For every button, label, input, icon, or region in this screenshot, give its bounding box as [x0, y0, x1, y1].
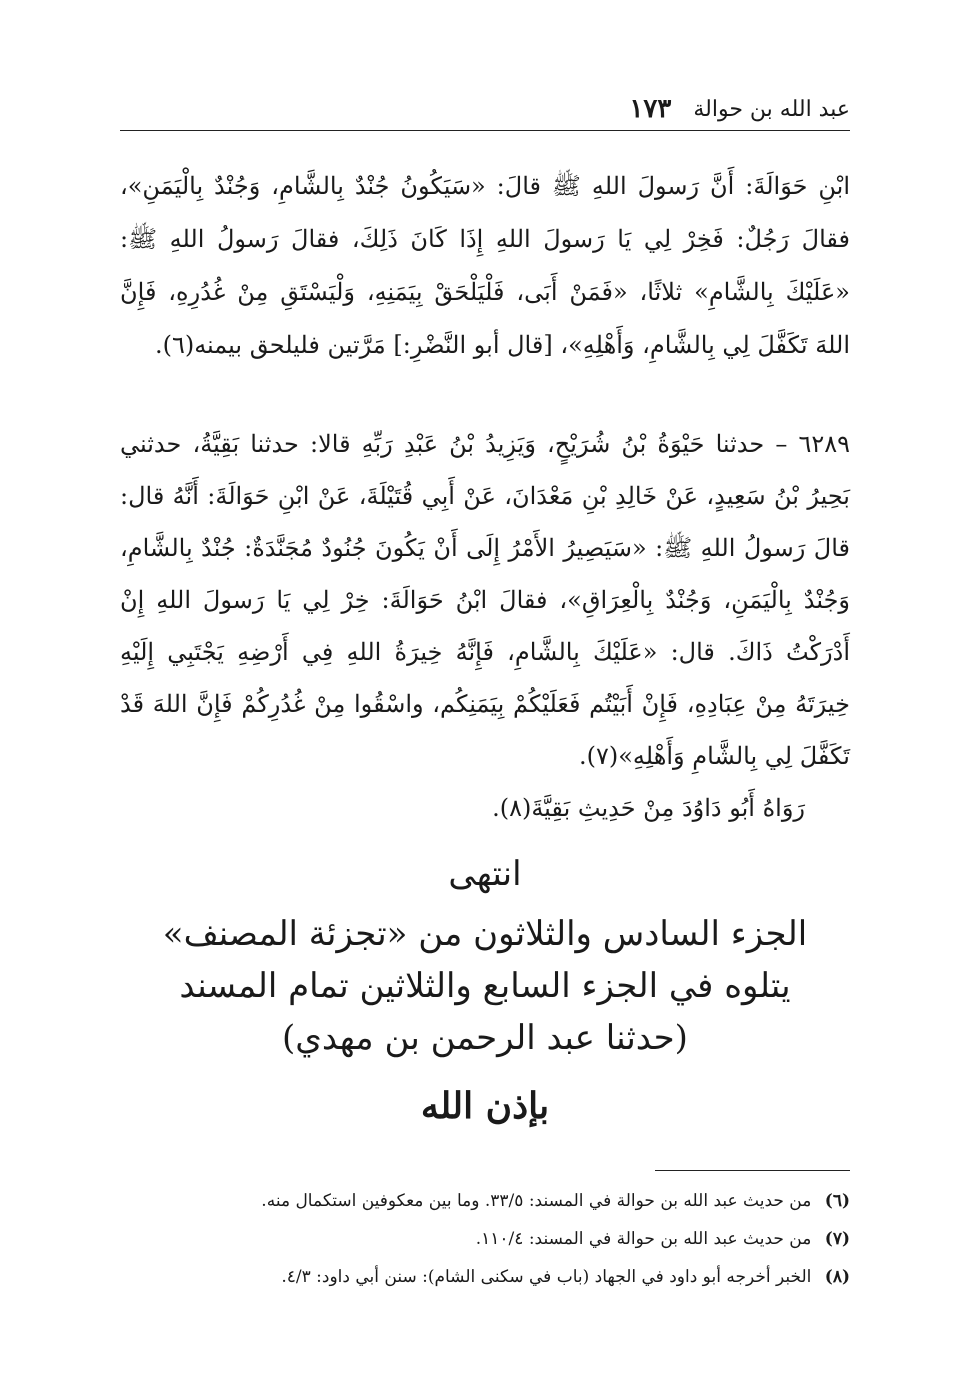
colophon: [120, 846, 850, 1136]
page-number: ١٧٣: [629, 94, 672, 124]
colophon-line-1: الجزء السادس والثلاثون من «تجزئة المصنف»: [162, 914, 808, 954]
colophon-blessing: بإذن الله: [420, 1085, 550, 1127]
footnote-number: (٧): [824, 1229, 850, 1249]
page-header: [120, 86, 850, 131]
hadith-paragraph-1: ابْنِ حَوَالَةَ: أَنَّ رَسولَ اللهِ ﷺ قالَ: «سَيَكُونُ جُنْدٌ بِالشَّامِ، وَجُنْدٌ بِالْيَمَنِ»، فقالَ رَجُلٌ: فَخِرْ لِي يَا رَسولَ اللهِ إِذَا كَانَ ذَلِكَ، فقالَ رَسولُ اللهِ ﷺ: «عَلَيْكَ بِالشَّامِ» ثلاثًا، «فَمَنْ أَبَى، فَلْيَلْحَقْ بِيَمَنِهِ، وَلْيَسْتَقِ مِنْ غُدُرِهِ، فَإِنَّ اللهَ تَكَفَّلَ لِي بِالشَّامِ، وَأَهْلِهِ»، [قال أبو النَّضْرِ:] مَرَّتين فليلحق بيمنه(٦).: [120, 172, 850, 359]
colophon-line-2: يتلوه في الجزء السابع والثلاثين تمام المسند: [179, 966, 791, 1006]
footnote-text: الخبر أخرجه أبو داود في الجهاد (باب في سكنى الشام): سنن أبي داود: ٤/٣.: [281, 1267, 812, 1287]
hadith-paragraph-2: [120, 418, 850, 834]
hadith-source-note: رَوَاهُ أَبُو دَاوُدَ مِنْ حَدِيثِ بَقِيَّةَ(٨).: [492, 794, 805, 822]
footnote-text: من حديث عبد الله بن حوالة في المسند: ٣٣/٥. وما بين معكوفين استكمال منه.: [261, 1191, 812, 1211]
footnote-number: (٦): [824, 1191, 850, 1211]
footnote-number: (٨): [824, 1267, 850, 1287]
colophon-end-word: انتهى: [448, 854, 522, 894]
footnote-7: [110, 1224, 850, 1254]
running-title: عبد الله بن حوالة: [693, 97, 850, 122]
footnote-separator: [655, 1170, 850, 1171]
footnote-text: من حديث عبد الله بن حوالة في المسند: ١١٠/٤.: [475, 1229, 812, 1249]
footnotes: [110, 1186, 850, 1300]
footnote-8: [110, 1262, 850, 1292]
colophon-line-3: (حدثنا عبد الرحمن بن مهدي): [282, 1018, 688, 1058]
footnote-6: [110, 1186, 850, 1216]
hadith-text-6289: ٦٢٨٩ – حدثنا حَيْوَةُ بْنُ شُرَيْحٍ، وَيَزِيدُ بْنُ عَبْدِ رَبِّهِ قالا: حدثنا بَقِيَّةُ، حدثني بَحِيرُ بْنُ سَعِيدٍ، عَنْ خَالِدِ بْنِ مَعْدَانَ، عَنْ أَبِي قُتَيْلَةَ، عَنْ ابْنِ حَوَالَةَ: أَنَّهُ قال: قالَ رَسولُ اللهِ ﷺ: «سَيَصِيرُ الأَمْرُ إِلَى أَنْ يَكُونَ جُنُودٌ مُجَنَّدَةٌ: جُنْدٌ بِالشَّامِ، وَجُنْدٌ بِالْيَمَنِ، وَجُنْدٌ بِالْعِرَاقِ»، فقالَ ابْنُ حَوَالَةَ: خِرْ لِي يَا رَسولَ اللهِ إِنْ أَدْرَكْتُ ذَاكَ. قال: «عَلَيْكَ بِالشَّامِ، فَإِنَّهُ خِيرَةُ اللهِ فِي أَرْضِهِ يَجْتَبِي إِلَيْهِ خِيرَتَهُ مِنْ عِبَادِهِ، فَإِنْ أَبَيْتُم فَعَلَيْكُمْ بِيَمَنِكُم، واسْقُوا مِنْ غُدُرِكُمْ فَإِنَّ اللهَ قَدْ تَكَفَّلَ لِي بِالشَّامِ وَأَهْلِهِ»(٧).: [120, 430, 850, 770]
